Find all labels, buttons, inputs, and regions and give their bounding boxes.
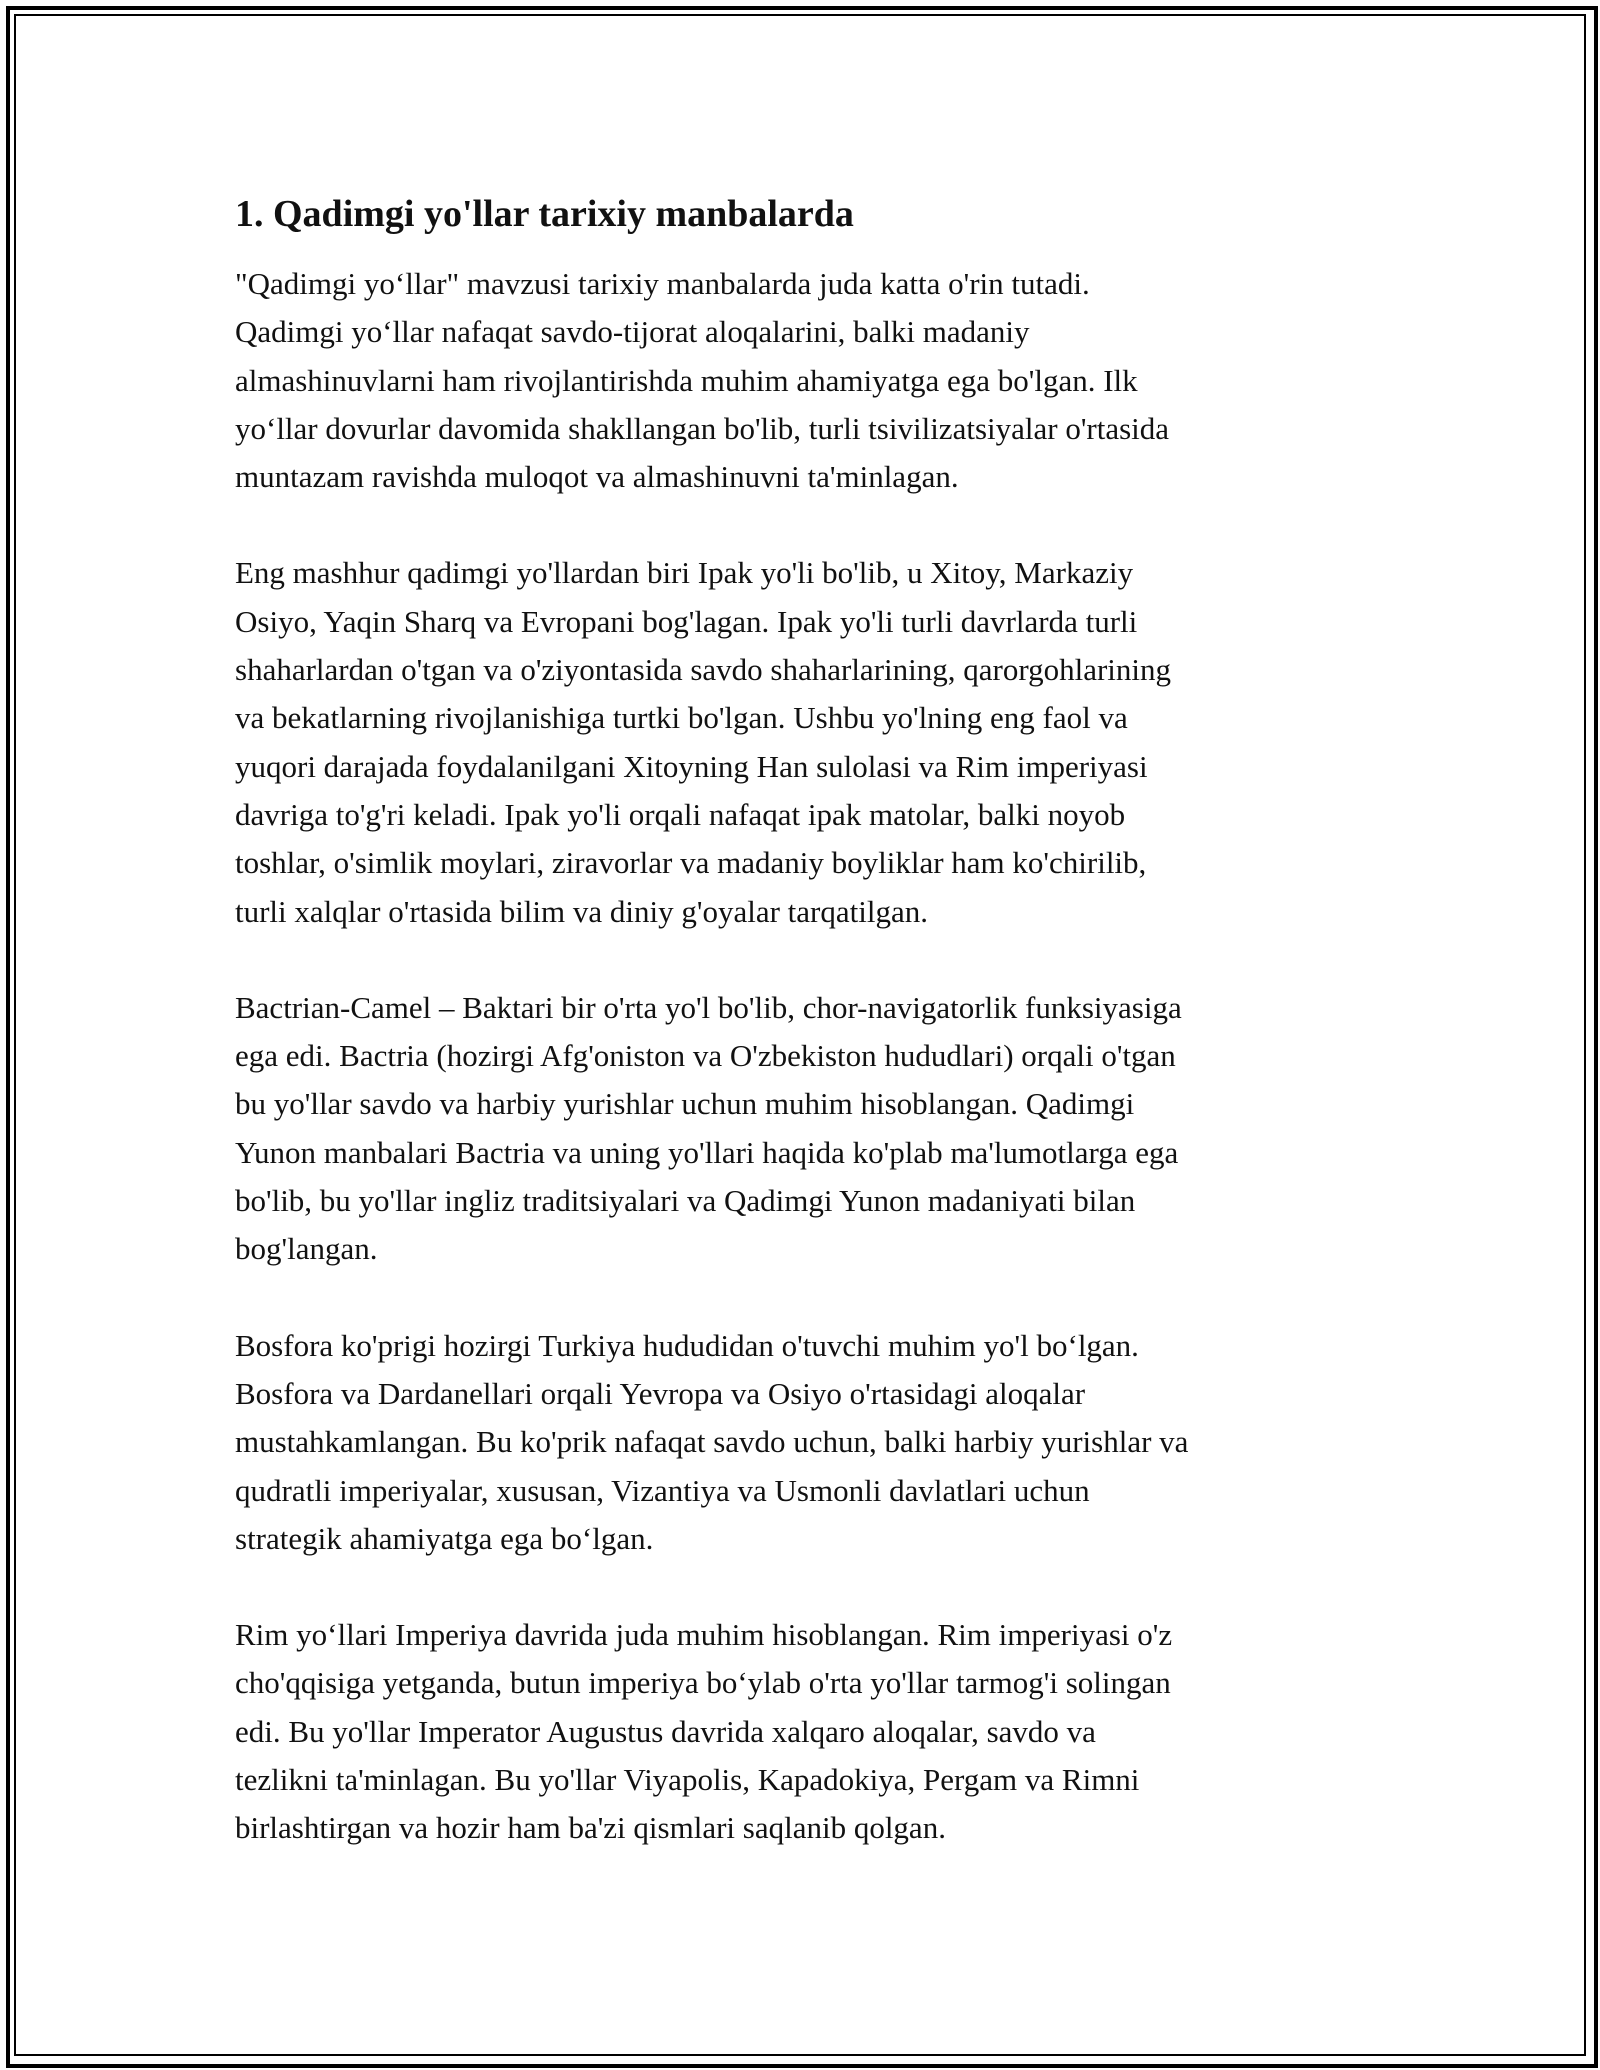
- paragraph-bactria: Bactrian-Camel – Baktari bir o'rta yo'l bo'lib, chor-navigatorlik funksiyasiga ega edi. Bactria (hozirgi Afg'oniston va O'zbekiston hududlari) orqali o'tgan bu yo'llar savdo va harbiy yurishlar uchun muhim hisoblangan. Qadimgi Yunon manbalari Bactria va uning yo'llari haqida ko'plab ma'lumotlarga ega bo'lib, bu yo'llar ingliz traditsiyalari va Qadimgi Yunon madaniyati bilan bog'langan.: [235, 989, 1182, 1267]
- paragraph-intro: "Qadimgi yo‘llar" mavzusi tarixiy manbalarda juda katta o'rin tutadi. Qadimgi yo‘llar nafaqat savdo-tijorat aloqalarini, balki madaniy almashinuvlarni ham rivojlantirishda muhim ahamiyatga ega bo'lgan. Ilk yo‘llar dovurlar davomida shakllangan bo'lib, turli tsivilizatsiyalar o'rtasida muntazam ravishda muloqot va almashinuvni ta'minlagan.: [235, 266, 1170, 495]
- paragraph-silk-road: Eng mashhur qadimgi yo'llardan biri Ipak yo'li bo'lib, u Xitoy, Markaziy Osiyo, Yaqin Sharq va Evropani bog'lagan. Ipak yo'li turli davrlarda turli shaharlardan o'tgan va o'ziyontasida savdo shaharlarining, qarorgohlarining va bekatlarning rivojlanishiga turtki bo'lgan. Ushbu yo'lning eng faol va yuqori darajada foydalanilgani Xitoyning Han sulolasi va Rim imperiyasi davriga to'g'ri keladi. Ipak yo'li orqali nafaqat ipak matolar, balki noyob toshlar, o'simlik moylari, ziravorlar va madaniy boyliklar ham ko'chirilib, turli xalqlar o'rtasida bilim va diniy g'oyalar tarqatilgan.: [235, 555, 1172, 929]
- document-body: [235, 186, 1375, 1901]
- section-heading: 1. Qadimgi yo'llar tarixiy manbalarda: [235, 193, 854, 235]
- paragraph-bosphorus: Bosfora ko'prigi hozirgi Turkiya hududidan o'tuvchi muhim yo'l bo‘lgan. Bosfora va Dardanellari orqali Yevropa va Osiyo o'rtasidagi aloqalar mustahkamlangan. Bu ko'prik nafaqat savdo uchun, balki harbiy yurishlar va qudratli imperiyalar, xususan, Vizantiya va Usmonli davlatlari uchun strategik ahamiyatga ega bo‘lgan.: [235, 1327, 1189, 1556]
- paragraph-roman-roads: Rim yo‘llari Imperiya davrida juda muhim hisoblangan. Rim imperiyasi o'z cho'qqisiga yetganda, butun imperiya bo‘ylab o'rta yo'llar tarmog'i solingan edi. Bu yo'llar Imperator Augustus davrida xalqaro aloqalar, savdo va tezlikni ta'minlagan. Bu yo'llar Viyapolis, Kapadokiya, Pergam va Rimni birlashtirgan va hozir ham ba'zi qismlari saqlanib qolgan.: [235, 1617, 1173, 1846]
